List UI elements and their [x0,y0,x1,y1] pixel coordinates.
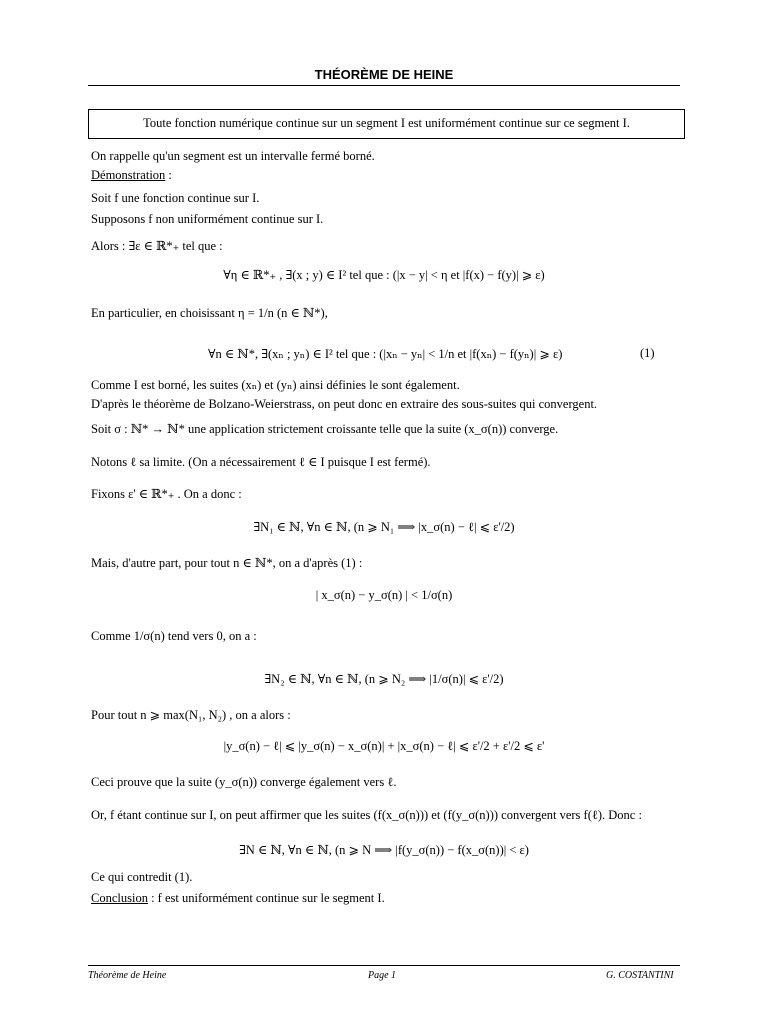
demo-heading [91,168,172,183]
theorem-statement: Toute fonction numérique continue sur un segment I est uniformément continue sur ce segment I. [143,116,630,130]
demo-colon: : [165,168,172,182]
particulier-line: En particulier, en choisissant η = 1/n (n ∈ ℕ*), [91,306,328,320]
ceci-line: Ceci prouve que la suite (y_σ(n)) converge également vers ℓ. [91,775,397,789]
footer-left: Théorème de Heine [88,970,167,981]
equation-a: ∀η ∈ ℝ*₊ , ∃(x ; y) ∈ I² tel que : (|x − y| < η et |f(x) − f(y)| ⩾ ε) [223,268,545,282]
equation-triangle: |y_σ(n) − ℓ| ⩽ |y_σ(n) − x_σ(n)| + |x_σ(n) − ℓ| ⩽ ε'/2 + ε'/2 ⩽ ε' [223,739,545,753]
notons-line: Notons ℓ sa limite. (On a nécessairement ℓ ∈ I puisque I est fermé). [91,455,431,469]
demo-label: Démonstration [91,168,166,182]
footer-right: G. COSTANTINI [606,970,674,981]
comme-tend-line: Comme 1/σ(n) tend vers 0, on a : [91,629,257,643]
fixons-line: Fixons ε' ∈ ℝ*₊ . On a donc : [91,487,242,501]
or-line: Or, f étant continue sur I, on peut affirmer que les suites (f(x_σ(n))) et (f(y_σ(n))) convergent vers f(ℓ). Donc : [91,808,642,822]
soit-line: Soit f une fonction continue sur I. [91,191,260,205]
mais-line: Mais, d'autre part, pour tout n ∈ ℕ*, on a d'après (1) : [91,556,363,570]
equation-n: ∃N ∈ ℕ, ∀n ∈ ℕ, (n ⩾ N ⟹ |f(y_σ(n)) − f(x_σ(n))| < ε) [239,843,529,857]
borne-line: Comme I est borné, les suites (xₙ) et (yₙ) ainsi définies le sont également. [91,378,460,392]
page-title: THÉORÈME DE HEINE [314,67,454,82]
reminder-line: On rappelle qu'un segment est un intervalle fermé borné. [91,149,375,163]
contredit-line: Ce qui contredit (1). [91,870,193,884]
footer-rule [88,965,680,966]
equation-n2: ∃N₂ ∈ ℕ, ∀n ∈ ℕ, (n ⩾ N₂ ⟹ |1/σ(n)| ⩽ ε'/2) [264,672,504,686]
conclusion-label: Conclusion [91,891,148,905]
sigma-line: Soit σ : ℕ* → ℕ* une application strictement croissante telle que la suite (x_σ(n)) converge. [91,422,559,436]
title-rule [88,85,680,86]
equation-diff: | x_σ(n) − y_σ(n) | < 1/σ(n) [315,588,453,602]
equation-n1: ∃N₁ ∈ ℕ, ∀n ∈ ℕ, (n ⩾ N₁ ⟹ |x_σ(n) − ℓ| ⩽ ε'/2) [253,520,515,534]
equation-1: ∀n ∈ ℕ*, ∃(xₙ ; yₙ) ∈ I² tel que : (|xₙ − yₙ| < 1/n et |f(xₙ) − f(yₙ)| ⩾ ε) [208,347,563,361]
footer-page: Page 1 [368,970,397,981]
conclusion-line [91,891,385,906]
conclusion-text: : f est uniformément continue sur le segment I. [147,891,385,905]
equation-1-number: (1) [640,346,655,360]
supposons-line: Supposons f non uniformément continue sur I. [91,212,324,226]
alors-line: Alors : ∃ε ∈ ℝ*₊ tel que : [91,239,223,253]
theorem-box [88,109,685,139]
pour-tout-line: Pour tout n ⩾ max(N₁, N₂) , on a alors : [91,708,291,722]
bolzano-line: D'après le théorème de Bolzano-Weierstrass, on peut donc en extraire des sous-suites qui convergent. [91,397,598,411]
